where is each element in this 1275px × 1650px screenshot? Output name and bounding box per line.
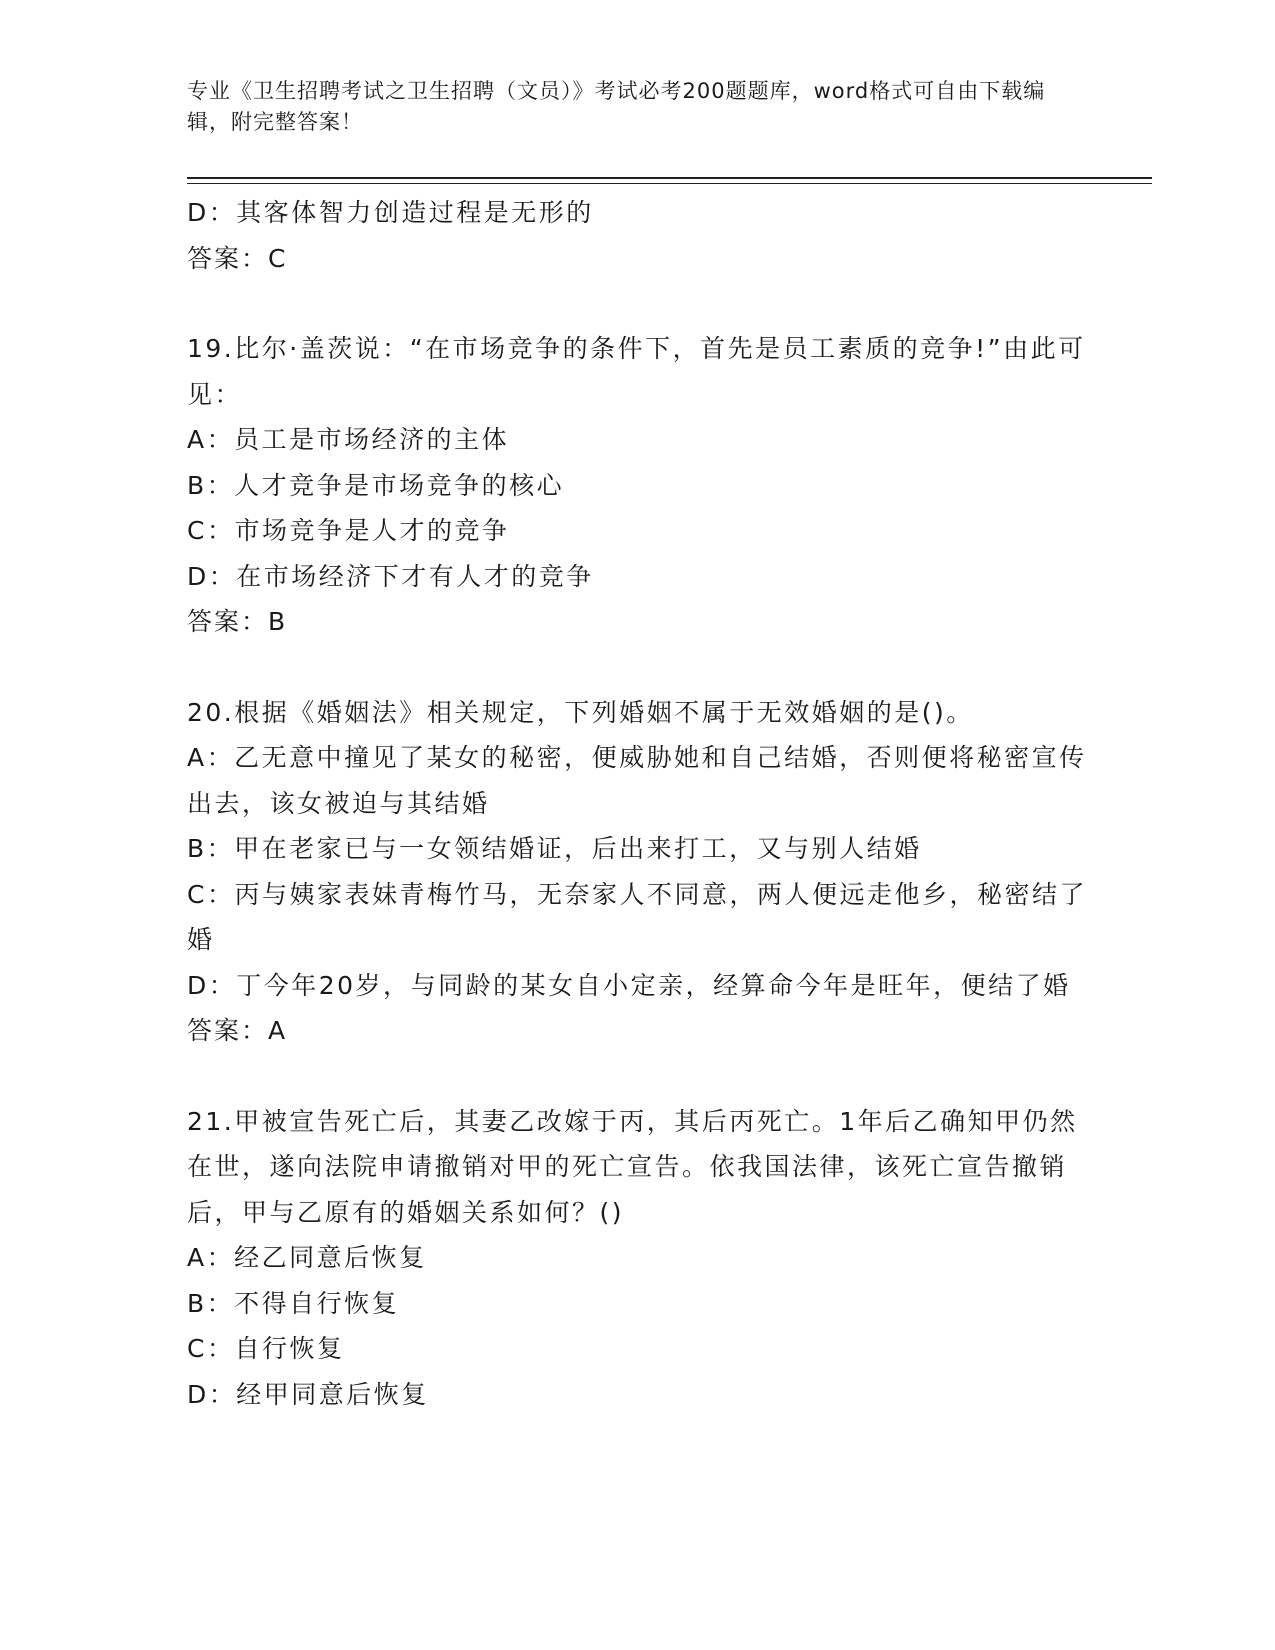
answer-line: 答案：C [187,243,288,273]
answer-line: 答案：B [187,607,288,636]
option-c: C：市场竞争是人才的竞争 [187,516,510,545]
option-a: A：经乙同意后恢复 [187,1243,427,1272]
option-c: C：丙与姨家表妹青梅竹马，无奈家人不同意，两人便远走他乡，秘密结了婚 [187,879,1087,954]
question-list [187,190,1087,1417]
option-d: D：丁今年20岁，与同龄的某女自小定亲，经算命今年是旺年，便结了婚 [187,970,1071,1000]
option-d: D：在市场经济下才有人才的竞争 [187,561,594,591]
option-c: C：自行恢复 [187,1334,345,1363]
question-stem: 21.甲被宣告死亡后，其妻乙改嫁于丙，其后丙死亡。1年后乙确知甲仍然在世，遂向法院申请撤销对甲的死亡宣告。依我国法律，该死亡宣告撤销后，甲与乙原有的婚姻关系如何？() [187,1106,1078,1227]
question-19 [187,326,1087,645]
option-d: D：其客体智力创造过程是无形的 [187,198,594,227]
header-rule-thick [187,177,1152,179]
option-d: D：经甲同意后恢复 [187,1379,429,1409]
option-a: A：员工是市场经济的主体 [187,425,510,454]
question-stem: 19.比尔·盖茨说：“在市场竞争的条件下，首先是员工素质的竞争!”由此可见： [187,334,1086,409]
header-rule-thin [187,183,1152,184]
answer-line: 答案：A [187,1016,288,1045]
question-20 [187,690,1087,1054]
question-stem: 20.根据《婚姻法》相关规定，下列婚姻不属于无效婚姻的是()。 [187,697,974,727]
question-21 [187,1099,1087,1418]
option-b: B：不得自行恢复 [187,1288,400,1318]
document-header: 专业《卫生招聘考试之卫生招聘（文员）》考试必考200题题库，word格式可自由下载编辑，附完整答案！ [187,79,1046,134]
option-a: A：乙无意中撞见了某女的秘密，便威胁她和自己结婚，否则便将秘密宣传出去，该女被迫与其结婚 [187,743,1087,818]
option-b: B：人才竞争是市场竞争的核心 [187,470,565,500]
option-b: B：甲在老家已与一女领结婚证，后出来打工，又与别人结婚 [187,834,922,863]
